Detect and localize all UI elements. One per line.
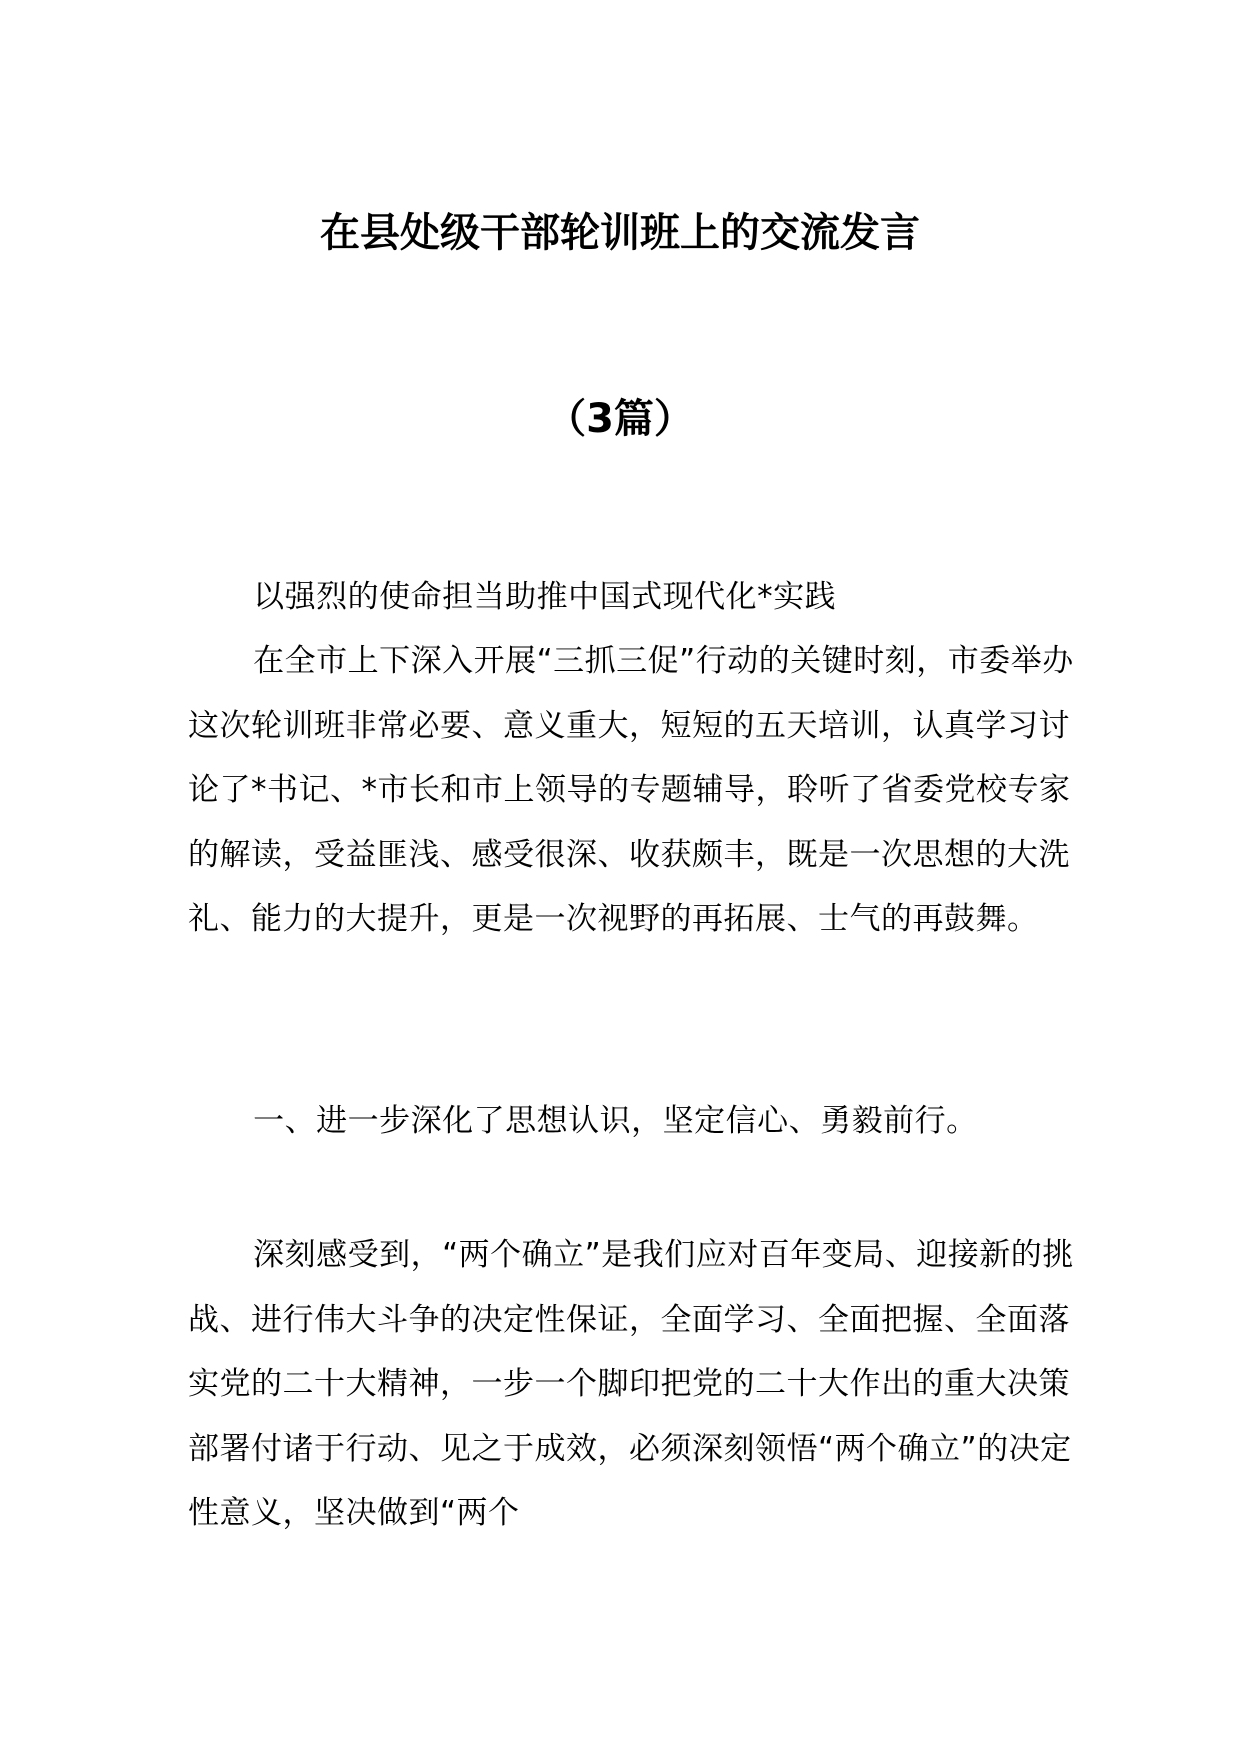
document-title: 在县处级干部轮训班上的交流发言 bbox=[320, 210, 920, 256]
section-paragraph-block bbox=[188, 1223, 1088, 1546]
intro-paragraph: 在全市上下深入开展“三抓三促”行动的关键时刻，市委举办这次轮训班非常必要、意义重大，短短的五天培训，认真学习讨论了*书记、*市长和市上领导的专题辅导，聆听了省委党校专家的解读，受益匪浅、感受很深、收获颇丰，既是一次思想的大洗礼、能力的大提升，更是一次视野的再拓展、士气的再鼓舞。 bbox=[188, 643, 1074, 937]
intro-block bbox=[188, 629, 1088, 952]
article-title: 以强烈的使命担当助推中国式现代化*实践 bbox=[253, 579, 837, 615]
section-heading-block bbox=[188, 1089, 1088, 1154]
section-heading: 一、进一步深化了思想认识，坚定信心、勇毅前行。 bbox=[253, 1103, 978, 1139]
section-paragraph: 深刻感受到，“两个确立”是我们应对百年变局、迎接新的挑战、进行伟大斗争的决定性保证，全面学习、全面把握、全面落实党的二十大精神，一步一个脚印把党的二十大作出的重大决策部署付诸于行动、见之于成效，必须深刻领悟“两个确立”的决定性意义，坚决做到“两个 bbox=[188, 1237, 1074, 1531]
article-title-block bbox=[188, 565, 1088, 630]
document-subtitle: （3篇） bbox=[546, 396, 694, 442]
